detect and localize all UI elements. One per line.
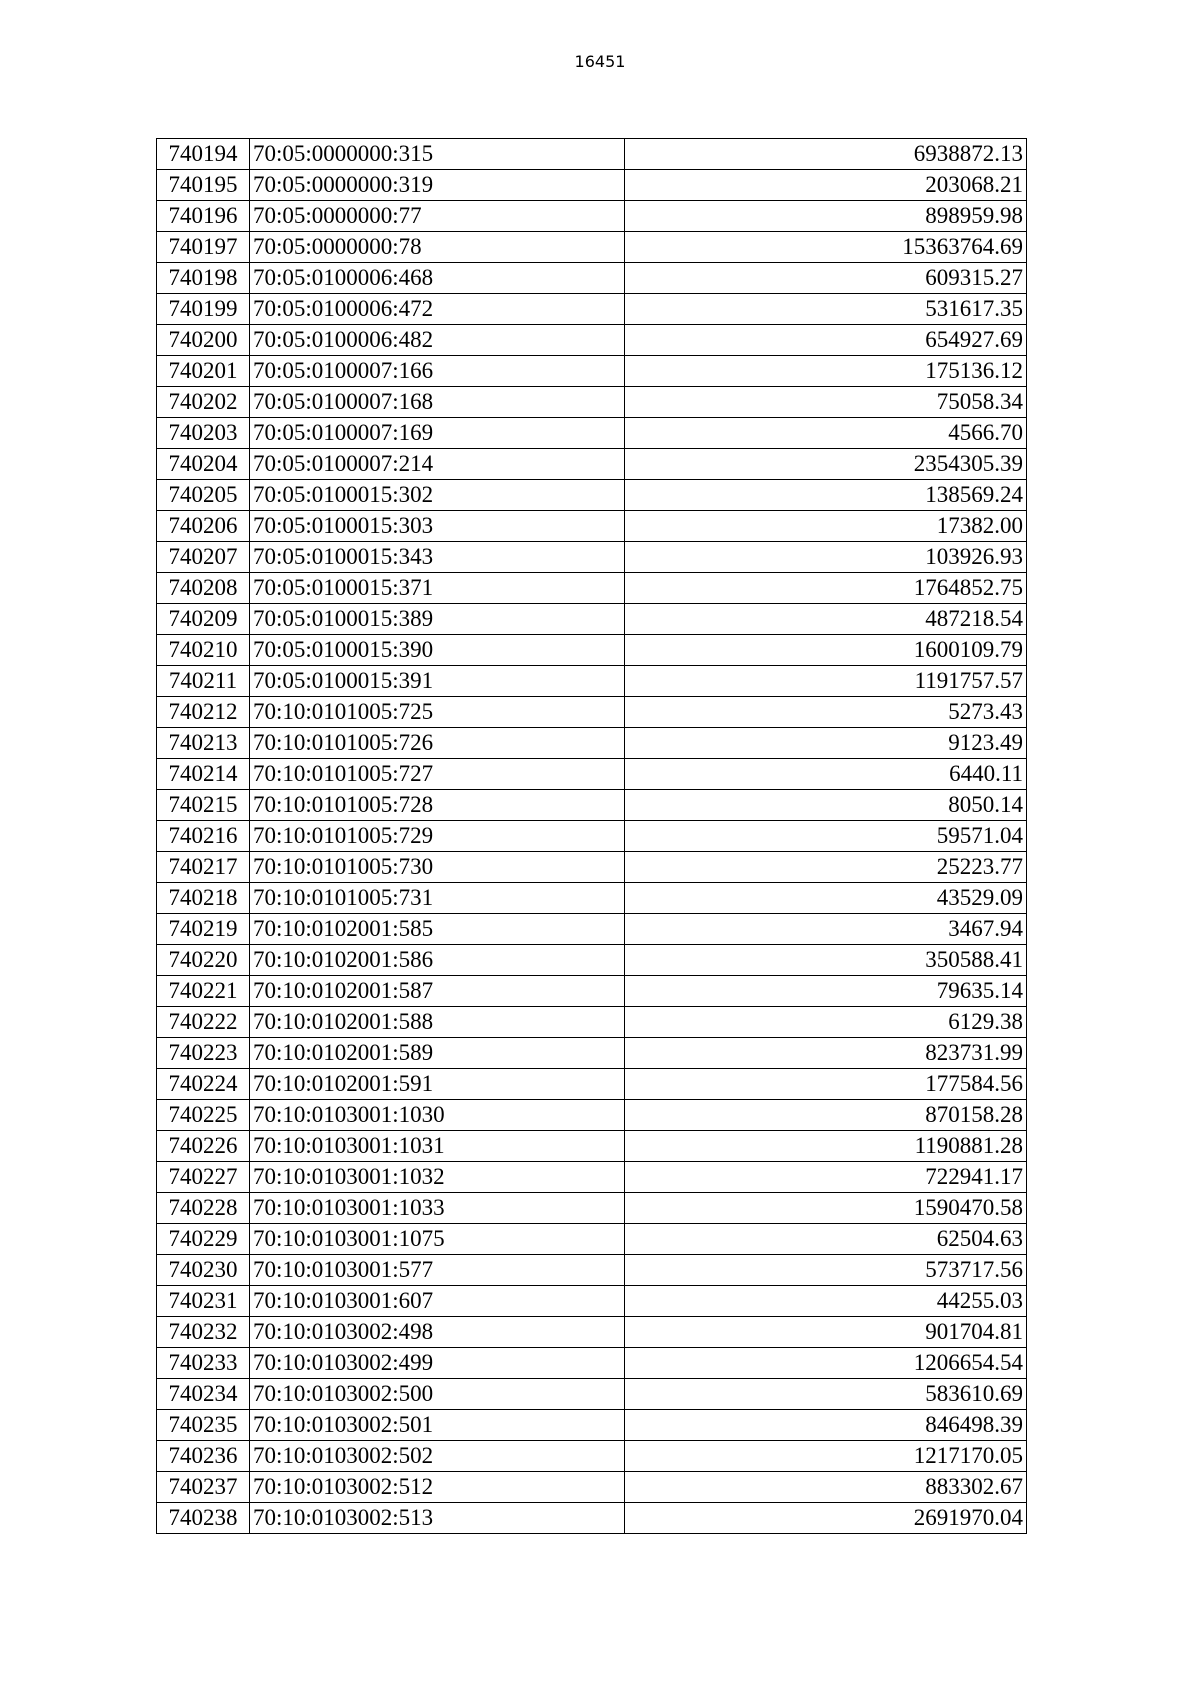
table-row (157, 728, 1027, 759)
cadastral-number-cell: 70:05:0100007:214 (250, 449, 625, 480)
cadastral-value-cell: 722941.17 (625, 1162, 1027, 1193)
cadastral-number-cell: 70:05:0000000:315 (250, 139, 625, 170)
cadastral-number-cell: 70:10:0101005:731 (250, 883, 625, 914)
table-row (157, 1503, 1027, 1534)
table-row (157, 263, 1027, 294)
cadastral-number-cell: 70:05:0100007:169 (250, 418, 625, 449)
cadastral-value-cell: 3467.94 (625, 914, 1027, 945)
cadastral-value-cell: 4566.70 (625, 418, 1027, 449)
table-row (157, 170, 1027, 201)
cadastral-value-cell: 1764852.75 (625, 573, 1027, 604)
cadastral-value-cell: 1191757.57 (625, 666, 1027, 697)
table-row (157, 1162, 1027, 1193)
cadastral-number-cell: 70:10:0103002:512 (250, 1472, 625, 1503)
cadastral-number-cell: 70:10:0103001:1075 (250, 1224, 625, 1255)
row-number-cell: 740238 (157, 1503, 250, 1534)
row-number-cell: 740197 (157, 232, 250, 263)
table-row (157, 1069, 1027, 1100)
cadastral-number-cell: 70:05:0100015:390 (250, 635, 625, 666)
table-row (157, 1193, 1027, 1224)
table-row (157, 1379, 1027, 1410)
cadastral-number-cell: 70:05:0100015:343 (250, 542, 625, 573)
cadastral-number-cell: 70:10:0103001:1032 (250, 1162, 625, 1193)
row-number-cell: 740212 (157, 697, 250, 728)
cadastral-value-cell: 8050.14 (625, 790, 1027, 821)
row-number-cell: 740227 (157, 1162, 250, 1193)
table-row (157, 1472, 1027, 1503)
cadastral-value-cell: 898959.98 (625, 201, 1027, 232)
cadastral-number-cell: 70:05:0100015:371 (250, 573, 625, 604)
row-number-cell: 740225 (157, 1100, 250, 1131)
cadastral-value-cell: 350588.41 (625, 945, 1027, 976)
cadastral-number-cell: 70:10:0103002:502 (250, 1441, 625, 1472)
row-number-cell: 740236 (157, 1441, 250, 1472)
row-number-cell: 740216 (157, 821, 250, 852)
row-number-cell: 740211 (157, 666, 250, 697)
table-row (157, 821, 1027, 852)
cadastral-value-cell: 883302.67 (625, 1472, 1027, 1503)
cadastral-value-cell: 203068.21 (625, 170, 1027, 201)
table-row (157, 1255, 1027, 1286)
cadastral-number-cell: 70:05:0000000:78 (250, 232, 625, 263)
row-number-cell: 740228 (157, 1193, 250, 1224)
table-row (157, 418, 1027, 449)
cadastral-value-cell: 177584.56 (625, 1069, 1027, 1100)
cadastral-value-cell: 531617.35 (625, 294, 1027, 325)
row-number-cell: 740214 (157, 759, 250, 790)
cadastral-number-cell: 70:10:0102001:587 (250, 976, 625, 1007)
cadastral-value-cell: 62504.63 (625, 1224, 1027, 1255)
cadastral-number-cell: 70:05:0100006:472 (250, 294, 625, 325)
cadastral-number-cell: 70:05:0000000:77 (250, 201, 625, 232)
table-row (157, 635, 1027, 666)
cadastral-number-cell: 70:10:0103001:1031 (250, 1131, 625, 1162)
table-row (157, 542, 1027, 573)
cadastral-number-cell: 70:05:0100007:166 (250, 356, 625, 387)
cadastral-number-cell: 70:10:0101005:729 (250, 821, 625, 852)
row-number-cell: 740215 (157, 790, 250, 821)
table-row (157, 852, 1027, 883)
row-number-cell: 740201 (157, 356, 250, 387)
cadastral-value-cell: 175136.12 (625, 356, 1027, 387)
cadastral-number-cell: 70:10:0103001:1030 (250, 1100, 625, 1131)
cadastral-value-cell: 17382.00 (625, 511, 1027, 542)
table-row (157, 976, 1027, 1007)
table-row (157, 790, 1027, 821)
cadastral-number-cell: 70:10:0103002:513 (250, 1503, 625, 1534)
cadastral-value-cell: 6938872.13 (625, 139, 1027, 170)
cadastral-value-table (156, 138, 1027, 1534)
row-number-cell: 740194 (157, 139, 250, 170)
row-number-cell: 740235 (157, 1410, 250, 1441)
page-number: 16451 (574, 52, 626, 71)
cadastral-value-cell: 1206654.54 (625, 1348, 1027, 1379)
row-number-cell: 740195 (157, 170, 250, 201)
cadastral-number-cell: 70:10:0102001:585 (250, 914, 625, 945)
table-row (157, 1038, 1027, 1069)
table-row (157, 1410, 1027, 1441)
cadastral-value-cell: 103926.93 (625, 542, 1027, 573)
table-row (157, 356, 1027, 387)
cadastral-value-cell: 138569.24 (625, 480, 1027, 511)
row-number-cell: 740220 (157, 945, 250, 976)
cadastral-value-cell: 2354305.39 (625, 449, 1027, 480)
row-number-cell: 740204 (157, 449, 250, 480)
row-number-cell: 740222 (157, 1007, 250, 1038)
table-row (157, 201, 1027, 232)
cadastral-number-cell: 70:05:0100007:168 (250, 387, 625, 418)
cadastral-number-cell: 70:05:0100006:468 (250, 263, 625, 294)
cadastral-number-cell: 70:10:0102001:591 (250, 1069, 625, 1100)
cadastral-number-cell: 70:10:0103002:500 (250, 1379, 625, 1410)
cadastral-value-cell: 1590470.58 (625, 1193, 1027, 1224)
row-number-cell: 740234 (157, 1379, 250, 1410)
cadastral-number-cell: 70:10:0101005:726 (250, 728, 625, 759)
row-number-cell: 740219 (157, 914, 250, 945)
cadastral-value-cell: 5273.43 (625, 697, 1027, 728)
cadastral-value-cell: 6440.11 (625, 759, 1027, 790)
table-row (157, 1317, 1027, 1348)
cadastral-number-cell: 70:10:0102001:586 (250, 945, 625, 976)
table-row (157, 1131, 1027, 1162)
cadastral-value-cell: 654927.69 (625, 325, 1027, 356)
cadastral-number-cell: 70:10:0103001:607 (250, 1286, 625, 1317)
row-number-cell: 740231 (157, 1286, 250, 1317)
table-row (157, 511, 1027, 542)
cadastral-value-cell: 59571.04 (625, 821, 1027, 852)
cadastral-value-cell: 15363764.69 (625, 232, 1027, 263)
cadastral-value-cell: 1217170.05 (625, 1441, 1027, 1472)
cadastral-number-cell: 70:05:0100006:482 (250, 325, 625, 356)
cadastral-value-cell: 2691970.04 (625, 1503, 1027, 1534)
cadastral-number-cell: 70:10:0101005:727 (250, 759, 625, 790)
table-row (157, 1224, 1027, 1255)
row-number-cell: 740229 (157, 1224, 250, 1255)
table-row (157, 325, 1027, 356)
row-number-cell: 740233 (157, 1348, 250, 1379)
row-number-cell: 740232 (157, 1317, 250, 1348)
cadastral-number-cell: 70:05:0100015:303 (250, 511, 625, 542)
cadastral-value-cell: 6129.38 (625, 1007, 1027, 1038)
table-row (157, 1286, 1027, 1317)
table-row (157, 387, 1027, 418)
row-number-cell: 740218 (157, 883, 250, 914)
cadastral-value-cell: 1190881.28 (625, 1131, 1027, 1162)
row-number-cell: 740213 (157, 728, 250, 759)
row-number-cell: 740199 (157, 294, 250, 325)
row-number-cell: 740221 (157, 976, 250, 1007)
row-number-cell: 740210 (157, 635, 250, 666)
row-number-cell: 740196 (157, 201, 250, 232)
row-number-cell: 740205 (157, 480, 250, 511)
cadastral-value-cell: 609315.27 (625, 263, 1027, 294)
cadastral-value-cell: 1600109.79 (625, 635, 1027, 666)
table-row (157, 1100, 1027, 1131)
cadastral-value-cell: 573717.56 (625, 1255, 1027, 1286)
cadastral-value-cell: 823731.99 (625, 1038, 1027, 1069)
cadastral-value-cell: 75058.34 (625, 387, 1027, 418)
table-row (157, 604, 1027, 635)
row-number-cell: 740224 (157, 1069, 250, 1100)
cadastral-number-cell: 70:10:0101005:730 (250, 852, 625, 883)
cadastral-value-cell: 487218.54 (625, 604, 1027, 635)
row-number-cell: 740217 (157, 852, 250, 883)
table-row (157, 573, 1027, 604)
table-row (157, 1348, 1027, 1379)
cadastral-number-cell: 70:10:0101005:728 (250, 790, 625, 821)
row-number-cell: 740207 (157, 542, 250, 573)
cadastral-number-cell: 70:10:0102001:589 (250, 1038, 625, 1069)
cadastral-number-cell: 70:10:0103002:501 (250, 1410, 625, 1441)
row-number-cell: 740223 (157, 1038, 250, 1069)
cadastral-value-cell: 43529.09 (625, 883, 1027, 914)
cadastral-number-cell: 70:10:0103002:499 (250, 1348, 625, 1379)
table-row (157, 480, 1027, 511)
cadastral-value-cell: 9123.49 (625, 728, 1027, 759)
cadastral-number-cell: 70:05:0100015:389 (250, 604, 625, 635)
table-row (157, 883, 1027, 914)
cadastral-number-cell: 70:10:0102001:588 (250, 1007, 625, 1038)
cadastral-value-cell: 901704.81 (625, 1317, 1027, 1348)
row-number-cell: 740230 (157, 1255, 250, 1286)
row-number-cell: 740208 (157, 573, 250, 604)
cadastral-number-cell: 70:05:0100015:391 (250, 666, 625, 697)
cadastral-value-cell: 583610.69 (625, 1379, 1027, 1410)
cadastral-number-cell: 70:05:0100015:302 (250, 480, 625, 511)
row-number-cell: 740206 (157, 511, 250, 542)
row-number-cell: 740226 (157, 1131, 250, 1162)
row-number-cell: 740202 (157, 387, 250, 418)
table-row (157, 1007, 1027, 1038)
table-row (157, 945, 1027, 976)
cadastral-number-cell: 70:10:0103001:577 (250, 1255, 625, 1286)
row-number-cell: 740237 (157, 1472, 250, 1503)
cadastral-number-cell: 70:10:0103002:498 (250, 1317, 625, 1348)
cadastral-value-cell: 44255.03 (625, 1286, 1027, 1317)
table-row (157, 666, 1027, 697)
table-row (157, 232, 1027, 263)
table-row (157, 697, 1027, 728)
cadastral-number-cell: 70:10:0103001:1033 (250, 1193, 625, 1224)
cadastral-value-cell: 870158.28 (625, 1100, 1027, 1131)
table-row (157, 449, 1027, 480)
row-number-cell: 740209 (157, 604, 250, 635)
row-number-cell: 740200 (157, 325, 250, 356)
table-row (157, 914, 1027, 945)
table-body (157, 139, 1027, 1534)
row-number-cell: 740203 (157, 418, 250, 449)
table-row (157, 139, 1027, 170)
table-row (157, 294, 1027, 325)
table-row (157, 1441, 1027, 1472)
cadastral-value-cell: 846498.39 (625, 1410, 1027, 1441)
cadastral-value-cell: 25223.77 (625, 852, 1027, 883)
table-row (157, 759, 1027, 790)
cadastral-number-cell: 70:10:0101005:725 (250, 697, 625, 728)
cadastral-number-cell: 70:05:0000000:319 (250, 170, 625, 201)
row-number-cell: 740198 (157, 263, 250, 294)
cadastral-value-cell: 79635.14 (625, 976, 1027, 1007)
